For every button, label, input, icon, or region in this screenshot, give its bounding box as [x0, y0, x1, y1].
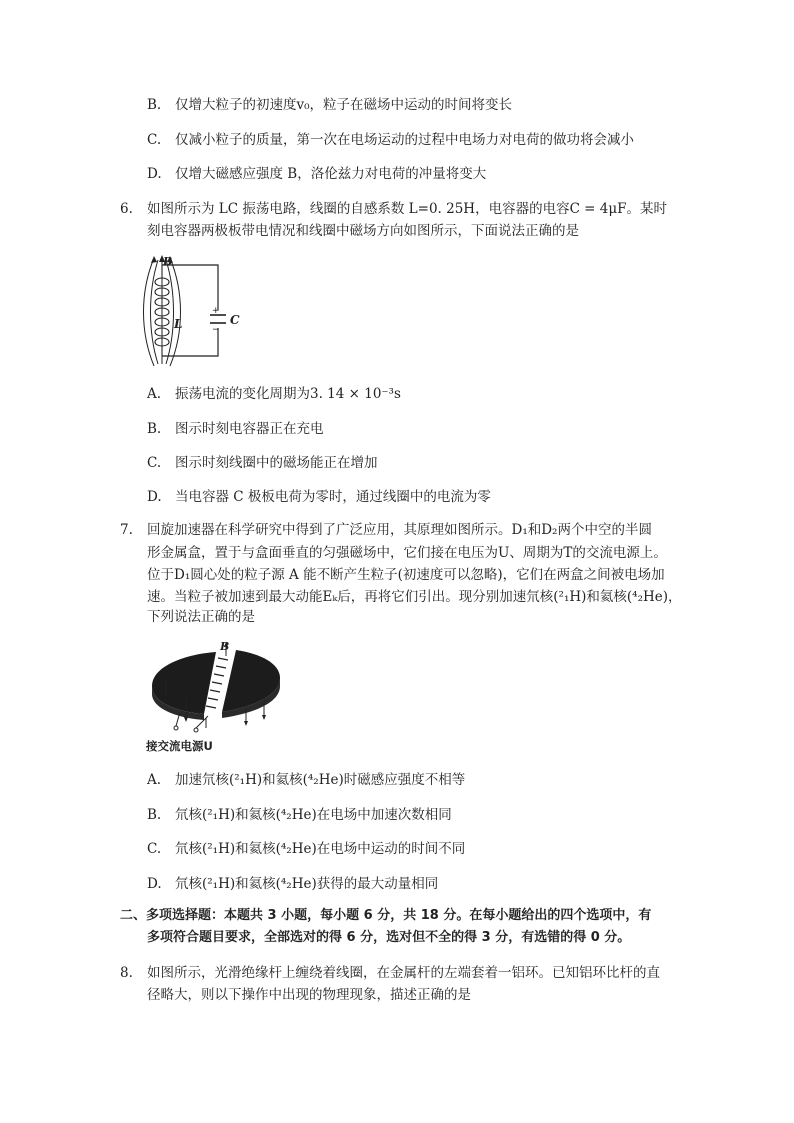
q5-option-c-letter: C.	[147, 132, 162, 148]
lc-plus-sign: +	[212, 306, 220, 316]
q7-option-a-letter: A.	[147, 772, 162, 788]
q7-stem-line1: 回旋加速器在科学研究中得到了广泛应用，其原理如图所示。D₁和D₂两个中空的半圆	[147, 522, 652, 538]
q7-stem-line4: 速。当粒子被加速到最大动能Eₖ后，再将它们引出。现分别加速氘核(²₁H)和氦核(⁴₂He)，	[147, 589, 682, 605]
lc-label-c: C	[230, 313, 240, 327]
q7-stem-line3: 位于D₁圆心处的粒子源 A 能不断产生粒子(初速度可以忽略)，它们在两盒之间被电场加	[147, 567, 665, 583]
q7-option-b-letter: B.	[147, 807, 162, 823]
lc-minus-sign: −	[212, 325, 220, 335]
q7-option-d-letter: D.	[147, 876, 162, 892]
q6-number: 6.	[120, 201, 133, 217]
q6-stem-line1: 如图所示为 LC 振荡电路，线圈的自感系数 L=0. 25H，电容器的电容C = 4μF。某时	[147, 201, 668, 217]
q7-option-b-text: 氘核(²₁H)和氦核(⁴₂He)在电场中加速次数相同	[175, 807, 452, 823]
section2-heading-line2: 多项符合题目要求，全部选对的得 6 分，选对但不全的得 3 分，有选错的得 0 分。	[147, 930, 631, 945]
q8-stem-line1: 如图所示，光滑绝缘杆上缠绕着线圈，在金属杆的左端套着一铝环。已知铝环比杆的直	[147, 965, 660, 981]
cyclotron-label-b: B	[220, 640, 230, 653]
q6-option-d-text: 当电容器 C 极板电荷为零时，通过线圈中的电流为零	[175, 489, 491, 505]
q7-option-a-text: 加速氘核(²₁H)和氦核(⁴₂He)时磁感应强度不相等	[175, 772, 466, 788]
q7-option-d-text: 氘核(²₁H)和氦核(⁴₂He)获得的最大动量相同	[175, 876, 439, 892]
q5-option-b-letter: B.	[147, 97, 162, 113]
q6-option-b-letter: B.	[147, 421, 162, 437]
section2-heading-line1: 二、多项选择题：本题共 3 小题，每小题 6 分，共 18 分。在每小题给出的四个选项中，有	[120, 908, 652, 923]
q6-option-c-text: 图示时刻线圈中的磁场能正在增加	[175, 455, 378, 471]
lc-circuit-figure	[140, 252, 250, 370]
cyclotron-figure	[146, 638, 286, 734]
lc-label-l: L	[174, 317, 183, 331]
q5-option-b-text: 仅增大粒子的初速度v₀，粒子在磁场中运动的时间将变长	[175, 97, 513, 113]
q7-stem-line2: 形金属盒，置于与盒面垂直的匀强磁场中，它们接在电压为U、周期为T的交流电源上。	[147, 545, 667, 561]
q6-option-a-letter: A.	[147, 386, 162, 402]
q5-option-d-letter: D.	[147, 166, 162, 182]
q7-number: 7.	[120, 522, 133, 538]
q7-stem-line5: 下列说法正确的是	[147, 609, 255, 625]
lc-label-b: B	[163, 255, 173, 268]
q8-number: 8.	[120, 965, 133, 981]
q5-option-c-text: 仅减小粒子的质量，第一次在电场运动的过程中电场力对电荷的做功将会减小	[175, 132, 634, 148]
q6-option-b-text: 图示时刻电容器正在充电	[175, 421, 324, 437]
q8-stem-line2: 径略大，则以下操作中出现的物理现象，描述正确的是	[147, 987, 471, 1003]
q7-option-c-letter: C.	[147, 841, 162, 857]
q7-option-c-text: 氘核(²₁H)和氦核(⁴₂He)在电场中运动的时间不同	[175, 841, 466, 857]
q6-option-d-letter: D.	[147, 489, 162, 505]
q6-stem-line2: 刻电容器两极板带电情况和线圈中磁场方向如图所示，下面说法正确的是	[147, 223, 579, 239]
q6-option-c-letter: C.	[147, 455, 162, 471]
q6-option-a-text: 振荡电流的变化周期为3. 14 × 10⁻³s	[175, 386, 401, 402]
cyclotron-caption: 接交流电源U	[146, 739, 213, 753]
q5-option-d-text: 仅增大磁感应强度 B，洛伦兹力对电荷的冲量将变大	[175, 166, 487, 182]
